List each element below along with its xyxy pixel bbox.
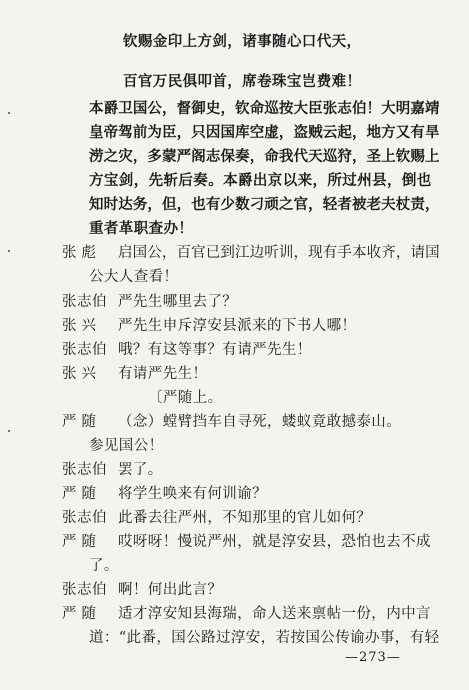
monologue-line-4: 方宝剑，先斩后奏。本爵出京以来，所过州县，倒也 — [89, 172, 432, 189]
dialogue-line: 罢了。 — [118, 462, 163, 478]
speaker-label: 张彪 — [62, 245, 101, 261]
speaker-label: 严随 — [62, 414, 101, 430]
speaker-label: 张志伯 — [62, 582, 107, 598]
speaker-label: 严随 — [62, 606, 101, 622]
stage-direction: 〔严随上。 — [148, 390, 223, 406]
verse-line-1: 钦赐金印上方剑，诸事随心口代天， — [123, 33, 362, 50]
dialogue-line: 有请严先生！ — [118, 366, 208, 382]
monologue-line-5: 知时达务，但，也有少数刁顽之官，轻者被老夫杖责， — [89, 196, 440, 213]
monologue-line-2: 皇帝驾前为臣，只因国库空虚，盗贼云起，地方又有旱 — [89, 124, 440, 141]
dialogue-line: 公大人查看！ — [89, 269, 179, 285]
speaker-label: 张兴 — [62, 366, 101, 382]
speaker-label: 张志伯 — [62, 510, 107, 526]
speaker-label: 严随 — [62, 534, 101, 550]
dialogue-line: 此番去往严州，不知那里的官儿如何？ — [118, 510, 372, 526]
dialogue-line: 严先生申斥淳安县派来的下书人哪！ — [118, 318, 357, 334]
dialogue-line: 将学生唤来有何训谕？ — [118, 486, 267, 502]
dialogue-line: 道：“此番，国公路过淳安，若按国公传谕办事，有轻 — [89, 630, 440, 646]
speaker-label: 张兴 — [62, 318, 101, 334]
speaker-label: 张志伯 — [62, 462, 107, 478]
scan-speck — [8, 112, 10, 114]
dialogue-line: 适才淳安知县海瑞，命人送来禀帖一份，内中言 — [118, 606, 431, 622]
dialogue-line: 启国公，百官已到江边听训，现有手本收齐，请国 — [118, 245, 440, 261]
scan-speck — [8, 430, 10, 432]
dialogue-line: 参见国公！ — [89, 438, 164, 454]
speaker-label: 严随 — [62, 486, 101, 502]
monologue-line-6: 重者革职查办！ — [89, 220, 194, 237]
page-number: —273— — [345, 650, 401, 665]
dialogue-line: 了。 — [89, 558, 119, 574]
dialogue-line: （念）螳臂挡车自寻死，蝼蚁竟敢撼泰山。 — [118, 414, 402, 430]
dialogue-line: 哦？有这等事？有请严先生！ — [118, 342, 312, 358]
dialogue-line: 啊！何出此言？ — [118, 582, 223, 598]
speaker-label: 张志伯 — [62, 294, 107, 310]
speaker-label: 张志伯 — [62, 342, 107, 358]
scan-speck — [8, 250, 10, 252]
monologue-line-1: 本爵卫国公，督御史，钦命巡按大臣张志伯！大明嘉靖 — [89, 100, 440, 117]
monologue-line-3: 涝之灾，多蒙严阁志保奏，命我代天巡狩，圣上钦赐上 — [89, 148, 440, 165]
verse-line-2: 百官万民俱叩首，席卷珠宝岂费难！ — [123, 73, 362, 90]
dialogue-line: 严先生哪里去了？ — [118, 294, 238, 310]
dialogue-line: 哎呀呀！慢说严州，就是淳安县，恐怕也去不成 — [118, 534, 431, 550]
